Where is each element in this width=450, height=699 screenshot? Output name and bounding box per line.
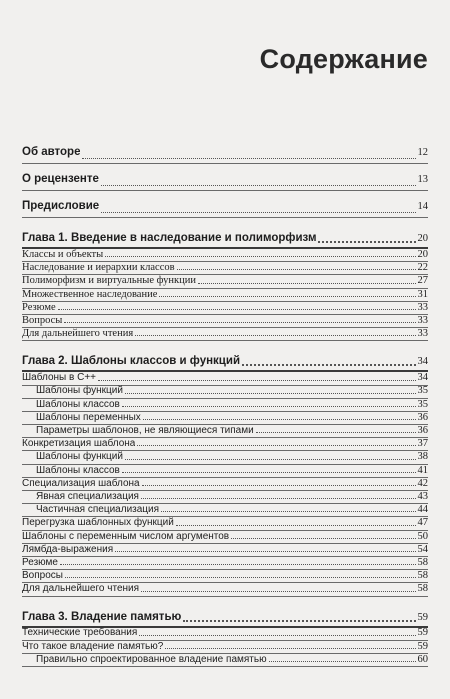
- toc-entry-title: Шаблоны в C++: [22, 372, 96, 384]
- dot-leader: [161, 511, 415, 512]
- dot-leader: [141, 591, 415, 592]
- dot-leader: [122, 406, 416, 407]
- dot-leader: [101, 185, 416, 186]
- toc-page-number: 34: [417, 356, 428, 368]
- toc-entry-title: Шаблоны переменных: [36, 411, 141, 423]
- toc-section-entry: [22, 372, 428, 385]
- toc-entry-title: Шаблоны с переменным числом аргументов: [22, 530, 230, 542]
- toc-section-entry: [22, 328, 428, 341]
- dot-leader: [65, 577, 416, 578]
- toc-subsection-entry: [22, 491, 428, 504]
- toc-page-number: 22: [417, 262, 428, 274]
- toc-page-number: 33: [417, 301, 428, 313]
- toc-entry-title: Вопросы: [22, 570, 63, 582]
- dot-leader: [101, 212, 415, 213]
- toc-section-entry: [22, 315, 428, 328]
- toc-entry-title: Специализация шаблона: [22, 477, 140, 489]
- dot-leader: [177, 269, 416, 270]
- toc-page-number: 20: [417, 248, 428, 260]
- toc-section-entry: [22, 289, 428, 302]
- toc-entry-title: Резюме: [22, 301, 56, 313]
- toc-chapter-entry: [22, 353, 428, 372]
- toc-front-entry: [22, 142, 428, 164]
- toc-entry-title: Полиморфизм и виртуальные функции: [22, 275, 196, 287]
- toc-entry-title: Для дальнейшего чтения: [22, 328, 134, 340]
- toc-entry-title: Конкретизация шаблона: [22, 438, 136, 450]
- dot-leader: [82, 158, 415, 159]
- dot-leader: [159, 296, 415, 297]
- table-of-contents: [22, 137, 428, 667]
- toc-entry-title: Технические требования: [22, 627, 138, 639]
- dot-leader: [105, 256, 415, 257]
- toc-entry-title: Шаблоны классов: [36, 464, 120, 476]
- toc-section-entry: [22, 478, 428, 491]
- toc-section-entry: [22, 557, 428, 570]
- toc-entry-title: Параметры шаблонов, не являющиеся типами: [36, 425, 254, 437]
- toc-entry-title: Глава 2. Шаблоны классов и функций: [22, 355, 241, 368]
- toc-entry-title: Что такое владение памятью?: [22, 640, 164, 652]
- dot-leader: [176, 525, 416, 526]
- toc-entry-title: Шаблоны функций: [36, 385, 123, 397]
- toc-subsection-entry: [22, 654, 428, 667]
- toc-section-entry: [22, 570, 428, 583]
- toc-section-entry: [22, 262, 428, 275]
- toc-entry-title: Для дальнейшего чтения: [22, 583, 140, 595]
- toc-entry-title: Множественное наследование: [22, 288, 158, 300]
- dot-leader: [58, 309, 416, 310]
- dot-leader: [256, 432, 416, 433]
- dot-leader: [122, 472, 416, 473]
- toc-entry-title: Перегрузка шаблонных функций: [22, 517, 174, 529]
- toc-page-number: 27: [417, 275, 428, 287]
- dot-leader: [242, 364, 415, 366]
- toc-section-entry: [22, 517, 428, 530]
- toc-chapter-entry: [22, 230, 428, 249]
- toc-section-entry: [22, 544, 428, 557]
- dot-leader: [269, 661, 416, 662]
- dot-leader: [125, 393, 416, 394]
- toc-entry-title: Резюме: [22, 556, 58, 568]
- toc-page-number: 44: [417, 504, 428, 516]
- toc-page-number: 20: [417, 233, 428, 244]
- toc-subsection-entry: [22, 425, 428, 438]
- toc-subsection-entry: [22, 412, 428, 425]
- toc-page-number: 35: [417, 385, 428, 397]
- toc-page-number: 33: [417, 328, 428, 340]
- toc-entry-title: Явная специализация: [36, 490, 139, 502]
- toc-subsection-entry: [22, 386, 428, 399]
- toc-entry-title: Классы и объекты: [22, 248, 104, 260]
- dot-leader: [60, 564, 416, 565]
- toc-section-entry: [22, 531, 428, 544]
- dot-leader: [318, 241, 415, 243]
- toc-page-number: 35: [417, 398, 428, 410]
- toc-page-number: 36: [417, 411, 428, 423]
- toc-entry-title: Шаблоны классов: [36, 398, 120, 410]
- toc-entry-title: Частичная специализация: [36, 504, 160, 516]
- toc-front-entry: [22, 196, 428, 218]
- dot-leader: [141, 498, 416, 499]
- toc-entry-title: Вопросы: [22, 314, 63, 326]
- toc-section-entry: [22, 583, 428, 596]
- toc-page-number: 58: [417, 556, 428, 568]
- toc-page-number: 50: [417, 530, 428, 542]
- toc-page-number: 43: [417, 490, 428, 502]
- toc-section-entry: [22, 275, 428, 288]
- dot-leader: [125, 459, 416, 460]
- page-title: Содержание: [259, 44, 428, 74]
- dot-leader: [137, 445, 415, 446]
- toc-entry-title: Шаблоны функций: [36, 451, 123, 463]
- toc-entry-title: Наследование и иерархии классов: [22, 262, 175, 274]
- dot-leader: [98, 380, 416, 381]
- dot-leader: [143, 419, 416, 420]
- toc-page-number: 58: [417, 583, 428, 595]
- toc-page-number: 59: [417, 627, 428, 639]
- toc-page-number: 13: [417, 174, 428, 185]
- toc-page-number: 38: [417, 451, 428, 463]
- toc-page-number: 58: [417, 570, 428, 582]
- toc-page-number: 60: [417, 653, 428, 665]
- toc-page-number: 14: [417, 201, 428, 212]
- toc-entry-title: О рецензенте: [22, 173, 99, 185]
- toc-entry-title: Глава 3. Владение памятью: [22, 610, 182, 623]
- toc-page-number: 47: [417, 517, 428, 529]
- toc-page-number: 33: [417, 314, 428, 326]
- toc-page-number: 41: [417, 464, 428, 476]
- toc-subsection-entry: [22, 399, 428, 412]
- toc-entry-title: Лямбда-выражения: [22, 543, 114, 555]
- toc-page-number: 31: [417, 288, 428, 300]
- toc-section-entry: [22, 302, 428, 315]
- toc-page-number: 59: [417, 611, 428, 623]
- toc-page-number: 37: [417, 438, 428, 450]
- toc-section-entry: [22, 249, 428, 262]
- toc-section-entry: [22, 641, 428, 654]
- dot-leader: [183, 620, 415, 622]
- toc-entry-title: Правильно спроектированное владение памятью: [36, 653, 267, 665]
- toc-page-number: 42: [417, 477, 428, 489]
- dot-leader: [64, 322, 415, 323]
- toc-section-entry: [22, 438, 428, 451]
- toc-section-entry: [22, 628, 428, 641]
- dot-leader: [198, 283, 416, 284]
- dot-leader: [139, 635, 415, 636]
- toc-subsection-entry: [22, 465, 428, 478]
- toc-entry-title: Предисловие: [22, 200, 100, 212]
- toc-page-number: 59: [417, 640, 428, 652]
- dot-leader: [231, 538, 415, 539]
- dot-leader: [115, 551, 415, 552]
- toc-page-number: 34: [417, 372, 428, 384]
- toc-entry-title: Глава 1. Введение в наследование и полиморфизм: [22, 232, 317, 244]
- dot-leader: [135, 335, 415, 336]
- toc-page-number: 36: [417, 425, 428, 437]
- toc-subsection-entry: [22, 451, 428, 464]
- toc-entry-title: Об авторе: [22, 146, 81, 158]
- toc-front-entry: [22, 169, 428, 191]
- toc-page-number: 54: [417, 543, 428, 555]
- toc-subsection-entry: [22, 504, 428, 517]
- dot-leader: [142, 485, 416, 486]
- toc-chapter-entry: [22, 609, 428, 628]
- dot-leader: [165, 648, 415, 649]
- toc-page-number: 12: [417, 147, 428, 158]
